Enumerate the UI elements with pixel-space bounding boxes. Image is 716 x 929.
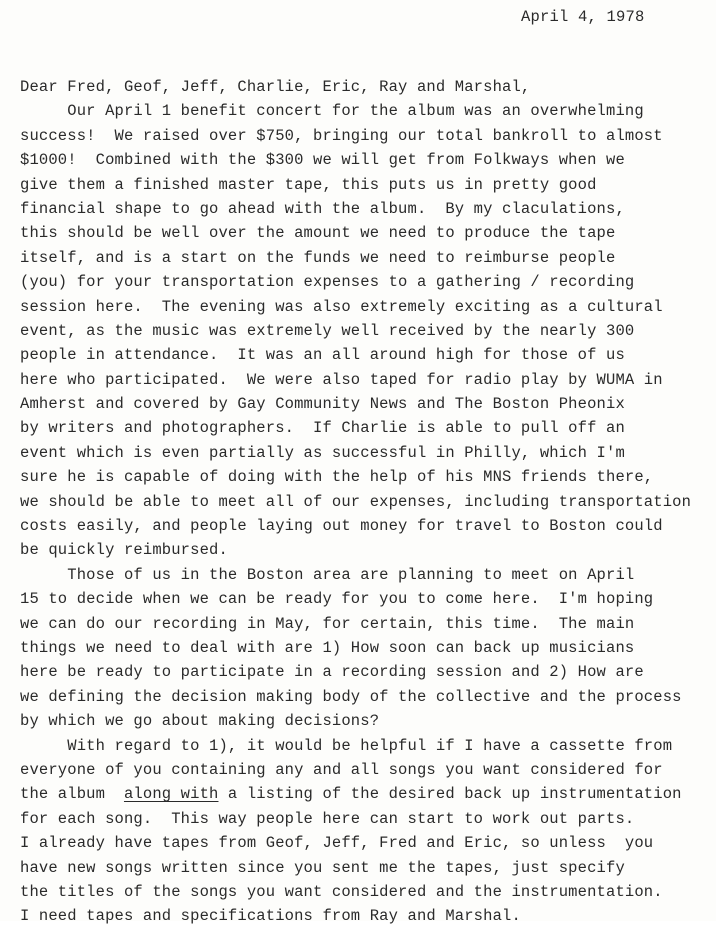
text-line: Those of us in the Boston area are planning to meet on April [20, 565, 635, 584]
text-line: session here. The evening was also extremely exciting as a cultural [20, 297, 663, 316]
text-line: 15 to decide when we can be ready for you to come here. I'm hoping [20, 590, 654, 609]
text-line: things we need to deal with are 1) How soon can back up musicians [20, 638, 635, 657]
text-line: we should be able to meet all of our expenses, including transportation [20, 492, 692, 511]
underlined-phrase: along with [123, 785, 219, 804]
text-line: we defining the decision making body of the collective and the process [20, 687, 682, 706]
text-line: event which is even partially as successful in Philly, which I'm [20, 443, 625, 462]
letter-date: April 4, 1978 [521, 8, 645, 26]
text-line: by writers and photographers. If Charlie is able to pull off an [20, 419, 625, 438]
text-line: the titles of the songs you want considered and the instrumentation. [20, 882, 663, 901]
text-line: success! We raised over $750, bringing our total bankroll to almost [20, 126, 663, 145]
text-line: by which we go about making decisions? [20, 712, 380, 731]
text-line: itself, and is a start on the funds we need to reimburse people [20, 248, 616, 267]
text-line-underlined [20, 782, 716, 806]
text-line: here who participated. We were also taped for radio play by WUMA in [20, 370, 663, 389]
line-start: the album [20, 785, 124, 804]
text-line: I need tapes and specifications from Ray and Marshal. [20, 907, 521, 926]
salutation: Dear Fred, Geof, Jeff, Charlie, Eric, Ray and Marshal, [20, 78, 531, 96]
text-line: be quickly reimbursed. [20, 541, 228, 560]
letter-body [20, 75, 716, 929]
text-line: for each song. This way people here can start to work out parts. [20, 809, 635, 828]
text-line: everyone of you containing any and all songs you want considered for [20, 760, 663, 779]
line-end: a listing of the desired back up instrumentation [218, 785, 682, 804]
text-line: event, as the music was extremely well received by the nearly 300 [20, 321, 635, 340]
text-line: I already have tapes from Geof, Jeff, Fred and Eric, so unless you [20, 834, 654, 853]
text-line: here be ready to participate in a recording session and 2) How are [20, 663, 644, 682]
text-line: people in attendance. It was an all around high for those of us [20, 346, 625, 365]
text-line: give them a finished master tape, this puts us in pretty good [20, 175, 597, 194]
text-line: sure he is capable of doing with the help of his MNS friends there, [20, 468, 654, 487]
text-line: we can do our recording in May, for certain, this time. The main [20, 614, 635, 633]
text-line: $1000! Combined with the $300 we will get from Folkways when we [20, 151, 625, 170]
text-line: costs easily, and people laying out money for travel to Boston could [20, 517, 663, 536]
text-line: Our April 1 benefit concert for the album was an overwhelming [20, 102, 644, 121]
text-line: With regard to 1), it would be helpful if I have a cassette from [20, 736, 673, 755]
text-line: financial shape to go ahead with the album. By my claculations, [20, 199, 625, 218]
text-line: (you) for your transportation expenses to a gathering / recording [20, 273, 635, 292]
text-line: this should be well over the amount we need to produce the tape [20, 224, 616, 243]
text-line: have new songs written since you sent me the tapes, just specify [20, 858, 625, 877]
text-line: Amherst and covered by Gay Community News and The Boston Pheonix [20, 395, 625, 414]
